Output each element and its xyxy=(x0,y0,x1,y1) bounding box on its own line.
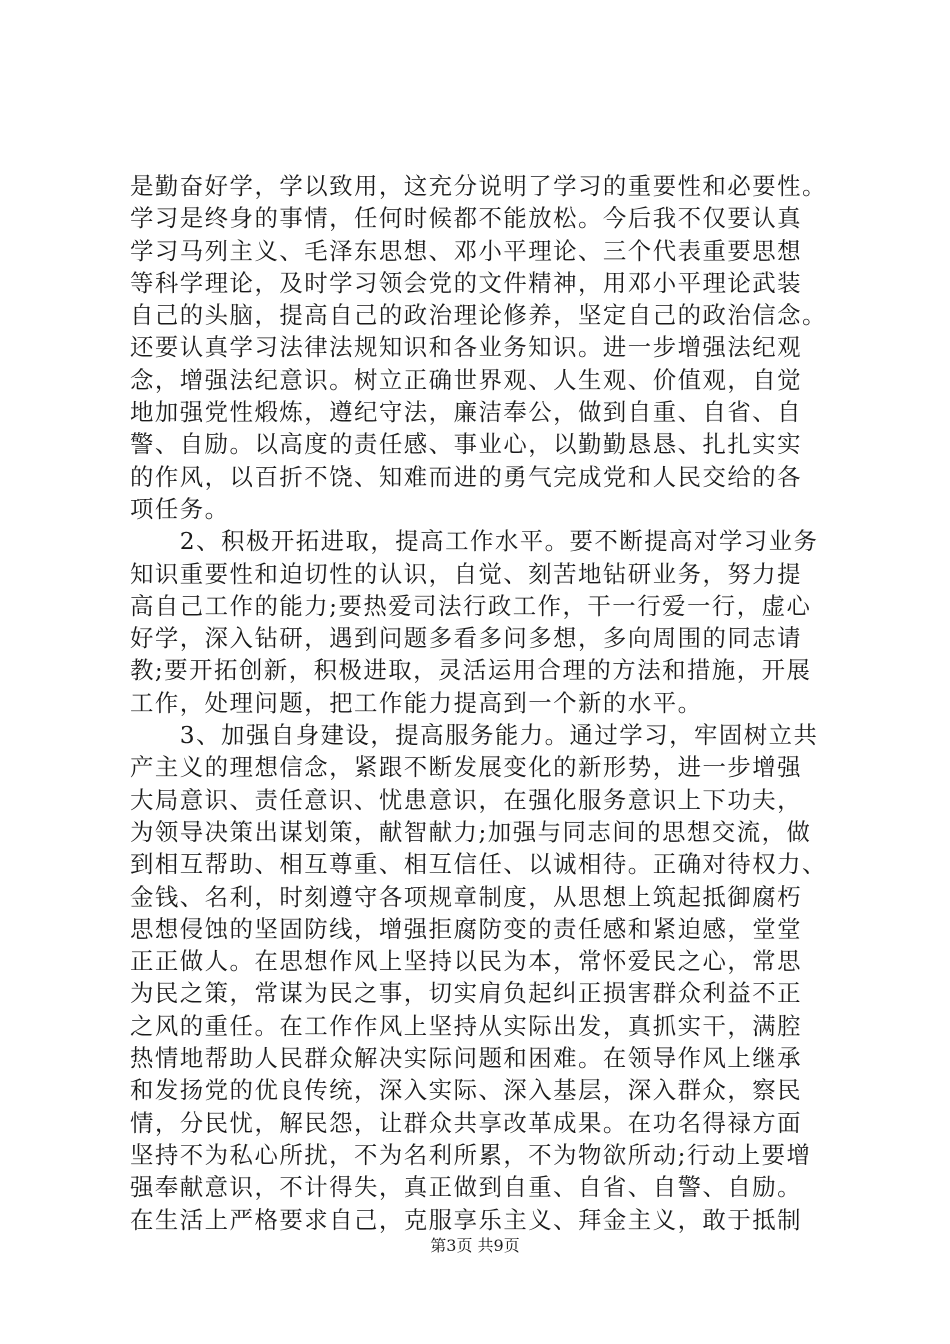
text-line: 正正做人。在思想作风上坚持以民为本，常怀爱民之心，常思 xyxy=(130,947,803,976)
text-line: 教;要开拓创新，积极进取，灵活运用合理的方法和措施，开展 xyxy=(130,656,812,685)
text-line: 和发扬党的优良传统，深入实际、深入基层，深入群众，察民 xyxy=(130,1076,803,1105)
text-line: 产主义的理想信念，紧跟不断发展变化的新形势，进一步增强 xyxy=(130,753,803,782)
text-line: 警、自励。以高度的责任感、事业心，以勤勤恳恳、扎扎实实 xyxy=(130,430,803,459)
text-line: 念，增强法纪意识。树立正确世界观、人生观、价值观，自觉 xyxy=(130,365,803,394)
text-line: 情，分民忧，解民怨，让群众共享改革成果。在功名得禄方面 xyxy=(130,1108,803,1137)
text-line: 还要认真学习法律法规知识和各业务知识。进一步增强法纪观 xyxy=(130,333,803,362)
text-line: 热情地帮助人民群众解决实际问题和困难。在领导作风上继承 xyxy=(130,1044,803,1073)
text-line: 到相互帮助、相互尊重、相互信任、以诚相待。正确对待权力、 xyxy=(130,850,827,879)
text-line: 知识重要性和迫切性的认识，自觉、刻苦地钻研业务，努力提 xyxy=(130,559,803,588)
text-line: 工作，处理问题，把工作能力提高到一个新的水平。 xyxy=(130,688,703,717)
text-line: 坚持不为私心所扰，不为名利所累，不为物欲所动;行动上要增 xyxy=(130,1140,812,1169)
text-line: 的作风，以百折不饶、知难而进的勇气完成党和人民交给的各 xyxy=(130,462,803,491)
text-line: 等科学理论，及时学习领会党的文件精神，用邓小平理论武装 xyxy=(130,268,803,297)
page-footer: 第3页 共9页 xyxy=(430,1236,520,1255)
text-line: 好学，深入钻研，遇到问题多看多问多想，多向周围的同志请 xyxy=(130,624,803,653)
text-line: 是勤奋好学，学以致用，这充分说明了学习的重要性和必要性。 xyxy=(130,172,827,200)
text-line: 项任务。 xyxy=(130,494,230,523)
text-line: 2、积极开拓进取，提高工作水平。要不断提高对学习业务 xyxy=(130,527,819,556)
text-line: 之风的重任。在工作作风上坚持从实际出发，真抓实干，满腔 xyxy=(130,1011,803,1040)
text-line: 强奉献意识，不计得失，真正做到自重、自省、自警、自励。 xyxy=(130,1173,803,1202)
text-line: 自己的头脑，提高自己的政治理论修养，坚定自己的政治信念。 xyxy=(130,301,827,330)
text-line: 为领导决策出谋划策，献智献力;加强与同志间的思想交流，做 xyxy=(130,817,812,846)
text-line: 学习是终身的事情，任何时候都不能放松。今后我不仅要认真 xyxy=(130,204,803,233)
text-line: 地加强党性煅炼，遵纪守法，廉洁奉公，做到自重、自省、自 xyxy=(130,398,803,427)
text-line: 学习马列主义、毛泽东思想、邓小平理论、三个代表重要思想 xyxy=(130,236,803,265)
text-line: 在生活上严格要求自己，克服享乐主义、拜金主义，敢于抵制 xyxy=(130,1205,803,1234)
text-line: 高自己工作的能力;要热爱司法行政工作，干一行爱一行，虚心 xyxy=(130,591,812,620)
text-line: 金钱、名利，时刻遵守各项规章制度，从思想上筑起抵御腐朽 xyxy=(130,882,803,911)
body-text xyxy=(130,170,850,1236)
text-line: 思想侵蚀的坚固防线，增强拒腐防变的责任感和紧迫感，堂堂 xyxy=(130,914,803,943)
text-line: 3、加强自身建设，提高服务能力。通过学习，牢固树立共 xyxy=(130,721,819,750)
text-line: 为民之策，常谋为民之事，切实肩负起纠正损害群众利益不正 xyxy=(130,979,803,1008)
text-line: 大局意识、责任意识、忧患意识，在强化服务意识上下功夫， xyxy=(130,785,803,814)
